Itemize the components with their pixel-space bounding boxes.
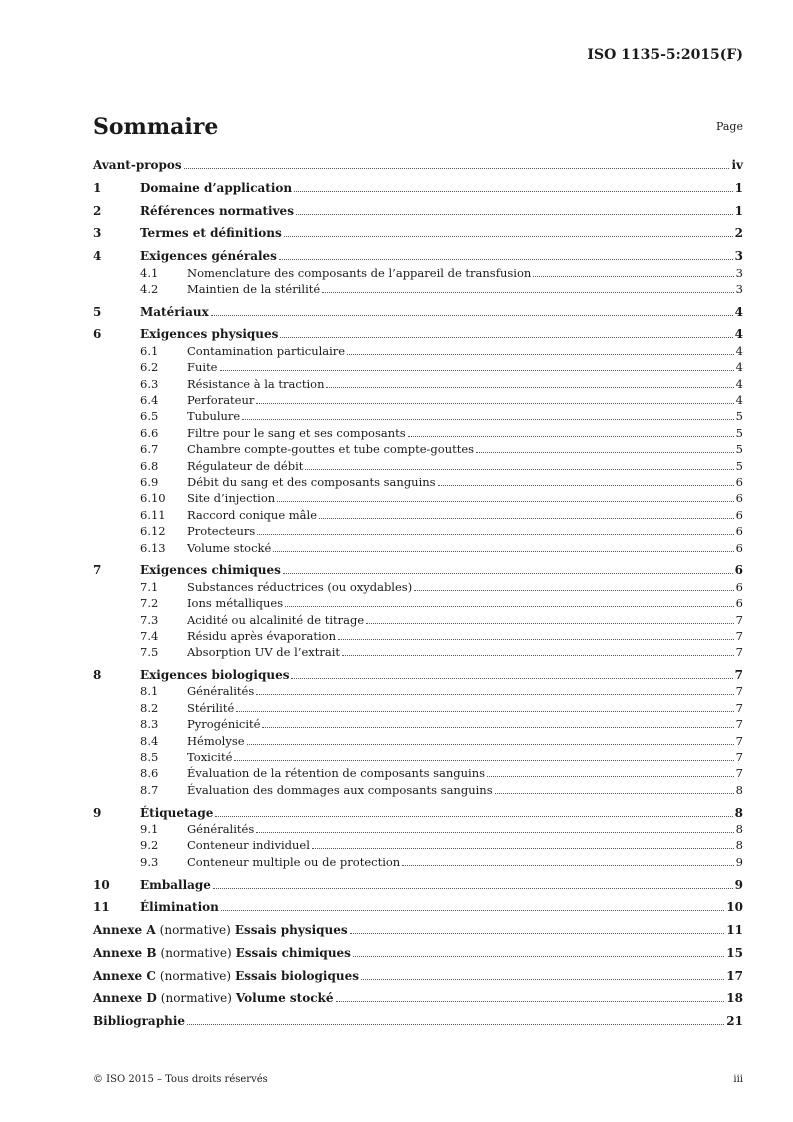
toc-entry[interactable] bbox=[93, 715, 743, 731]
toc-entry[interactable] bbox=[93, 424, 743, 440]
annex-note: (normative) bbox=[159, 923, 231, 938]
toc-entry-page: 5 bbox=[735, 458, 743, 473]
toc-entry-number: 6 bbox=[93, 327, 102, 342]
footer-page-number: iii bbox=[733, 1074, 743, 1085]
toc-entry[interactable] bbox=[93, 473, 743, 489]
dot-leader bbox=[257, 522, 733, 535]
dot-leader bbox=[184, 156, 730, 169]
dot-leader bbox=[353, 944, 724, 957]
toc-entry[interactable] bbox=[93, 666, 743, 682]
toc-entry-number: 1 bbox=[93, 180, 102, 195]
toc-entry-page: 10 bbox=[726, 900, 743, 915]
toc-entry-label: Exigences générales bbox=[140, 249, 277, 264]
toc-entry[interactable] bbox=[93, 264, 743, 280]
toc-entry-number: 11 bbox=[93, 900, 110, 915]
toc-entry-label: Débit du sang et des composants sanguins bbox=[187, 474, 436, 489]
dot-leader bbox=[487, 764, 734, 777]
toc-entry[interactable] bbox=[93, 280, 743, 296]
toc-entry-label: Raccord conique mâle bbox=[187, 507, 318, 522]
toc-entry-page: 7 bbox=[735, 717, 743, 732]
toc-entry[interactable] bbox=[93, 967, 743, 983]
toc-entry[interactable] bbox=[93, 506, 743, 522]
toc-entry-page: 2 bbox=[734, 226, 743, 241]
toc-entry-number: 6.4 bbox=[140, 393, 159, 408]
dot-leader bbox=[342, 643, 734, 656]
toc-entry-label: Conteneur individuel bbox=[187, 838, 310, 853]
toc-entry[interactable] bbox=[93, 643, 743, 659]
toc-entry-number: 6.11 bbox=[140, 507, 166, 522]
dot-leader bbox=[283, 561, 733, 574]
toc-entry[interactable] bbox=[93, 325, 743, 341]
toc-entry-number: 9 bbox=[93, 805, 102, 820]
toc-entry-number: 6.3 bbox=[140, 376, 159, 391]
dot-leader bbox=[279, 247, 733, 260]
toc-entry[interactable] bbox=[93, 489, 743, 505]
toc-entry-page: 8 bbox=[735, 821, 743, 836]
toc-entry-label: Nomenclature des composants de l’appareil de transfusion bbox=[187, 265, 532, 280]
toc-entry-page: 4 bbox=[735, 343, 743, 358]
toc-entry-number: 8.6 bbox=[140, 766, 159, 781]
annex-note: (normative) bbox=[160, 991, 232, 1006]
toc-entry-label: Filtre pour le sang et ses composants bbox=[187, 425, 406, 440]
toc-entry-page: 17 bbox=[726, 968, 743, 983]
toc-entry[interactable] bbox=[93, 853, 743, 869]
toc-entry-number: 7.3 bbox=[140, 612, 159, 627]
dot-leader bbox=[280, 325, 732, 338]
toc-entry-label: Pyrogénicité bbox=[187, 717, 261, 732]
toc-entry-number: 6.10 bbox=[140, 491, 166, 506]
toc-entry-label: Contamination particulaire bbox=[187, 343, 346, 358]
toc-entry[interactable] bbox=[93, 781, 743, 797]
toc-entry-label: Hémolyse bbox=[187, 733, 245, 748]
toc-entry-label: Conteneur multiple ou de protection bbox=[187, 854, 401, 869]
toc-entry-number: 8.1 bbox=[140, 684, 159, 699]
toc-entry-page: 5 bbox=[735, 442, 743, 457]
dot-leader bbox=[247, 732, 734, 745]
dot-leader bbox=[338, 627, 734, 640]
toc-entry-page: 1 bbox=[734, 180, 743, 195]
toc-entry-label: Absorption UV de l’extrait bbox=[187, 645, 341, 660]
toc-entry-label: Bibliographie bbox=[93, 1014, 186, 1029]
toc-entry-page: 8 bbox=[735, 838, 743, 853]
dot-leader bbox=[414, 578, 733, 591]
toc-entry[interactable] bbox=[93, 407, 743, 423]
dot-leader bbox=[273, 539, 733, 552]
toc-entry-number: 6.12 bbox=[140, 524, 166, 539]
dot-leader bbox=[220, 358, 734, 371]
toc-entry-number: 5 bbox=[93, 304, 102, 319]
toc-entry[interactable] bbox=[93, 156, 743, 172]
toc-entry-number: 6.1 bbox=[140, 343, 159, 358]
toc-entry-label: Termes et définitions bbox=[140, 226, 282, 241]
toc-entry-page: 7 bbox=[735, 700, 743, 715]
toc-entry-label: Essais physiques bbox=[234, 923, 348, 938]
toc-entry-page: 9 bbox=[734, 877, 743, 892]
toc-entry[interactable] bbox=[93, 1012, 743, 1028]
document-id: ISO 1135-5:2015(F) bbox=[587, 47, 743, 63]
dot-leader bbox=[291, 666, 732, 679]
toc-entry-label: Exigences physiques bbox=[140, 327, 279, 342]
toc-entry-number: 8.3 bbox=[140, 717, 159, 732]
toc-entry-page: 6 bbox=[735, 524, 743, 539]
toc-entry-page: 3 bbox=[734, 249, 743, 264]
toc-entry-number: 6.5 bbox=[140, 409, 159, 424]
toc-entry[interactable] bbox=[93, 764, 743, 780]
dot-leader bbox=[296, 202, 733, 215]
toc-entry[interactable] bbox=[93, 944, 743, 960]
toc-entry[interactable] bbox=[93, 611, 743, 627]
toc-entry-page: 21 bbox=[726, 1014, 743, 1029]
dot-leader bbox=[284, 224, 733, 237]
toc-entry-label: Domaine d’application bbox=[140, 180, 293, 195]
toc-entry-number: 7.2 bbox=[140, 596, 159, 611]
dot-leader bbox=[234, 748, 733, 761]
toc-entry-page: 3 bbox=[735, 265, 743, 280]
toc-entry-page: 1 bbox=[734, 203, 743, 218]
toc-entry[interactable] bbox=[93, 921, 743, 937]
toc-entry[interactable] bbox=[93, 247, 743, 263]
dot-leader bbox=[285, 594, 734, 607]
dot-leader bbox=[495, 781, 734, 794]
toc-entry-label: Généralités bbox=[187, 684, 255, 699]
toc-entry-label: Volume stocké bbox=[187, 540, 272, 555]
toc-entry-label: Emballage bbox=[140, 877, 211, 892]
toc-entry-number: 8.7 bbox=[140, 782, 159, 797]
toc-entry-label: Stérilité bbox=[187, 700, 235, 715]
toc-entry-page: 3 bbox=[735, 281, 743, 296]
toc-entry-page: 6 bbox=[734, 563, 743, 578]
annex-prefix: Annexe A bbox=[93, 923, 156, 938]
toc-entry-number: 4 bbox=[93, 249, 102, 264]
toc-entry-page: 7 bbox=[735, 766, 743, 781]
toc-entry-page: 4 bbox=[734, 327, 743, 342]
toc-entry-number: 8.2 bbox=[140, 700, 159, 715]
toc-entry[interactable] bbox=[93, 682, 743, 698]
toc-entry-page: 7 bbox=[735, 750, 743, 765]
toc-entry-page: 15 bbox=[726, 945, 743, 960]
page-title: Sommaire bbox=[93, 114, 219, 140]
dot-leader bbox=[305, 457, 733, 470]
toc-entry-label: Site d’injection bbox=[187, 491, 276, 506]
dot-leader bbox=[361, 967, 724, 980]
toc-entry-page: 4 bbox=[734, 304, 743, 319]
toc-entry-label: Volume stocké bbox=[235, 991, 334, 1006]
toc-entry-label: Exigences chimiques bbox=[140, 563, 281, 578]
toc-entry[interactable] bbox=[93, 876, 743, 892]
toc-entry-page: 6 bbox=[735, 579, 743, 594]
dot-leader bbox=[256, 391, 733, 404]
toc-entry-page: 6 bbox=[735, 491, 743, 506]
dot-leader bbox=[326, 375, 733, 388]
dot-leader bbox=[476, 440, 734, 453]
toc-entry[interactable] bbox=[93, 594, 743, 610]
toc-entry[interactable] bbox=[93, 457, 743, 473]
dot-leader bbox=[319, 506, 734, 519]
toc-entry[interactable] bbox=[93, 202, 743, 218]
toc-entry-page: 9 bbox=[735, 854, 743, 869]
annex-note: (normative) bbox=[160, 945, 232, 960]
toc-entry[interactable] bbox=[93, 732, 743, 748]
dot-leader bbox=[438, 473, 734, 486]
toc-entry-label: Essais biologiques bbox=[235, 968, 359, 983]
annex-prefix: Annexe B bbox=[93, 945, 157, 960]
toc-entry-label: Élimination bbox=[140, 900, 219, 915]
toc-entry-label: Tubulure bbox=[187, 409, 241, 424]
toc-entry[interactable] bbox=[93, 699, 743, 715]
dot-leader bbox=[187, 1012, 724, 1025]
toc-entry-label: Chambre compte-gouttes et tube compte-gouttes bbox=[187, 442, 475, 457]
toc-entry-page: 8 bbox=[734, 805, 743, 820]
toc-entry-number: 8.5 bbox=[140, 750, 159, 765]
annex-note: (normative) bbox=[159, 968, 232, 983]
toc-entry-number: 10 bbox=[93, 877, 110, 892]
toc-entry[interactable] bbox=[93, 342, 743, 358]
toc-entry-number: 6.9 bbox=[140, 474, 159, 489]
page-column-label: Page bbox=[715, 120, 743, 133]
dot-leader bbox=[221, 898, 724, 911]
toc-entry-label: Substances réductrices (ou oxydables) bbox=[187, 579, 413, 594]
dot-leader bbox=[294, 179, 733, 192]
toc-entry-page: 11 bbox=[726, 923, 743, 938]
toc-entry-number: 2 bbox=[93, 203, 102, 218]
toc-entry-page: 7 bbox=[735, 612, 743, 627]
toc-entry[interactable] bbox=[93, 989, 743, 1005]
toc-entry-page: 18 bbox=[726, 991, 743, 1006]
toc-entry-number: 9.2 bbox=[140, 838, 159, 853]
dot-leader bbox=[402, 853, 733, 866]
toc-entry-label: Exigences biologiques bbox=[140, 668, 290, 683]
toc-entry-label: Avant-propos bbox=[93, 158, 182, 172]
toc-entry-number: 4.1 bbox=[140, 265, 159, 280]
toc-entry-page: 7 bbox=[735, 684, 743, 699]
toc-entry-page: 7 bbox=[735, 733, 743, 748]
dot-leader bbox=[256, 682, 733, 695]
dot-leader bbox=[277, 489, 733, 502]
toc-entry-number: 7.1 bbox=[140, 579, 159, 594]
toc-entry-number: 9.3 bbox=[140, 854, 159, 869]
toc-entry-page: 5 bbox=[735, 425, 743, 440]
toc-entry-label: Résidu après évaporation bbox=[187, 628, 336, 643]
toc-entry-label: Résistance à la traction bbox=[187, 376, 325, 391]
dot-leader bbox=[350, 921, 725, 934]
toc-entry[interactable] bbox=[93, 561, 743, 577]
dot-leader bbox=[215, 804, 732, 817]
toc-entry-page: 7 bbox=[735, 628, 743, 643]
toc-entry-number: 8.4 bbox=[140, 733, 159, 748]
dot-leader bbox=[322, 280, 733, 293]
toc-entry-page: 4 bbox=[735, 393, 743, 408]
toc-entry[interactable] bbox=[93, 440, 743, 456]
toc-entry-page: 6 bbox=[735, 474, 743, 489]
toc-entry-label: Références normatives bbox=[140, 203, 294, 218]
toc-entry-label: Régulateur de débit bbox=[187, 458, 304, 473]
toc-entry[interactable] bbox=[93, 898, 743, 914]
dot-leader bbox=[242, 407, 733, 420]
toc-entry-page: 8 bbox=[735, 782, 743, 797]
toc-entry[interactable] bbox=[93, 836, 743, 852]
toc-entry-label: Matériaux bbox=[140, 304, 209, 319]
toc-entry-label: Protecteurs bbox=[187, 524, 256, 539]
toc-entry-label: Acidité ou alcalinité de titrage bbox=[187, 612, 365, 627]
toc-entry-label: Ions métalliques bbox=[187, 596, 284, 611]
toc-entry-page: 4 bbox=[735, 360, 743, 375]
toc-entry-label: Généralités bbox=[187, 821, 255, 836]
toc-entry-label: Essais chimiques bbox=[235, 945, 351, 960]
toc-entry-number: 6.7 bbox=[140, 442, 159, 457]
toc-entry-number: 3 bbox=[93, 226, 102, 241]
toc-entry[interactable] bbox=[93, 179, 743, 195]
dot-leader bbox=[366, 611, 734, 624]
toc-entry-number: 6.2 bbox=[140, 360, 159, 375]
dot-leader bbox=[262, 715, 733, 728]
toc-entry[interactable] bbox=[93, 358, 743, 374]
annex-prefix: Annexe D bbox=[93, 991, 157, 1006]
dot-leader bbox=[312, 836, 734, 849]
toc-entry[interactable] bbox=[93, 748, 743, 764]
toc-entry[interactable] bbox=[93, 804, 743, 820]
toc-entry-label: Perforateur bbox=[187, 393, 255, 408]
toc-entry[interactable] bbox=[93, 578, 743, 594]
toc-entry-page: 6 bbox=[735, 596, 743, 611]
toc-entry-label: Étiquetage bbox=[140, 805, 214, 820]
toc-entry-page: iv bbox=[731, 158, 743, 172]
dot-leader bbox=[347, 342, 734, 355]
footer-copyright: © ISO 2015 – Tous droits réservés bbox=[93, 1074, 268, 1085]
toc-entry[interactable] bbox=[93, 303, 743, 319]
toc-entry[interactable] bbox=[93, 375, 743, 391]
dot-leader bbox=[236, 699, 733, 712]
toc-entry-page: 4 bbox=[735, 376, 743, 391]
dot-leader bbox=[408, 424, 734, 437]
toc-entry-label: Toxicité bbox=[187, 750, 233, 765]
toc-entry[interactable] bbox=[93, 627, 743, 643]
toc-entry-number: 8 bbox=[93, 668, 102, 683]
toc-entry-number: 4.2 bbox=[140, 281, 159, 296]
toc-entry-page: 7 bbox=[735, 645, 743, 660]
toc-entry[interactable] bbox=[93, 522, 743, 538]
dot-leader bbox=[533, 264, 733, 277]
toc-entry-number: 7 bbox=[93, 563, 102, 578]
dot-leader bbox=[256, 820, 733, 833]
annex-prefix: Annexe C bbox=[93, 968, 156, 983]
toc-entry-page: 6 bbox=[735, 507, 743, 522]
toc-entry-number: 9.1 bbox=[140, 821, 159, 836]
toc-entry-label: Fuite bbox=[187, 360, 218, 375]
toc-entry-page: 7 bbox=[734, 668, 743, 683]
toc-entry[interactable] bbox=[93, 820, 743, 836]
toc-entry-label: Évaluation des dommages aux composants sanguins bbox=[187, 782, 493, 797]
toc-entry-page: 6 bbox=[735, 540, 743, 555]
toc-entry-number: 6.8 bbox=[140, 458, 159, 473]
dot-leader bbox=[213, 876, 733, 889]
toc-entry[interactable] bbox=[93, 539, 743, 555]
toc-entry-number: 6.6 bbox=[140, 425, 159, 440]
toc-entry-number: 7.5 bbox=[140, 645, 159, 660]
toc-entry-label: Évaluation de la rétention de composants sanguins bbox=[187, 766, 486, 781]
toc-entry-number: 6.13 bbox=[140, 540, 166, 555]
table-of-contents bbox=[93, 156, 743, 1029]
toc-entry[interactable] bbox=[93, 391, 743, 407]
toc-entry-label: Maintien de la stérilité bbox=[187, 281, 321, 296]
toc-entry-page: 5 bbox=[735, 409, 743, 424]
dot-leader bbox=[336, 989, 725, 1002]
toc-entry-number: 7.4 bbox=[140, 628, 159, 643]
toc-entry[interactable] bbox=[93, 224, 743, 240]
dot-leader bbox=[211, 303, 733, 316]
